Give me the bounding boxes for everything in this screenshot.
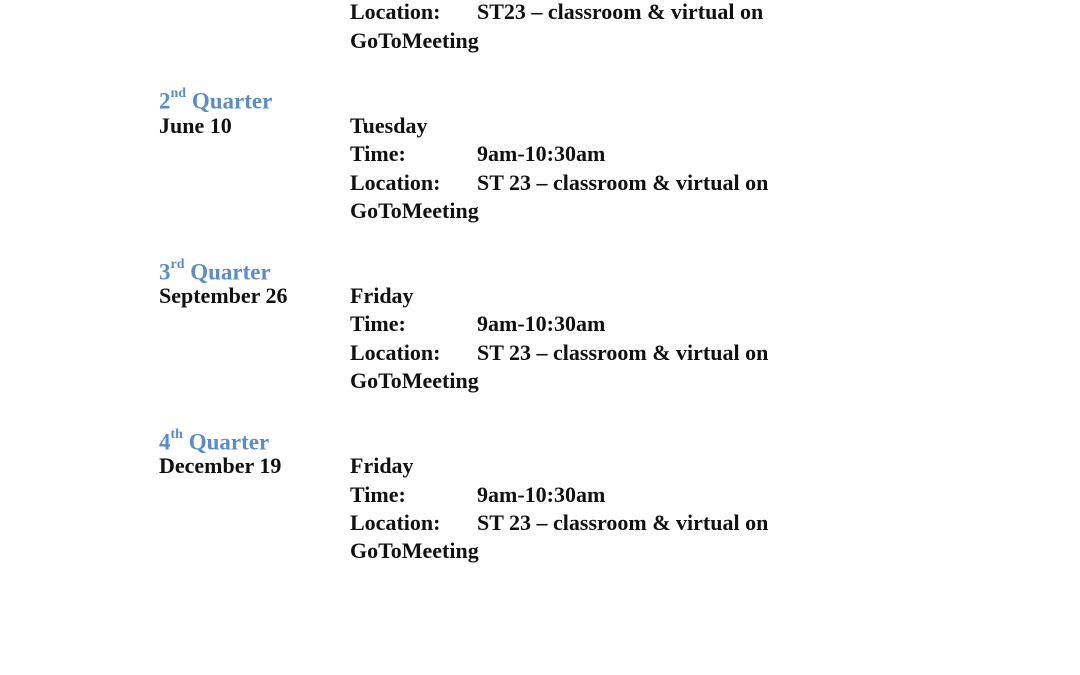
- quarter-3-location-value: ST 23 – classroom & virtual on: [477, 340, 769, 365]
- quarter-2-time-value: 9am-10:30am: [477, 141, 606, 166]
- quarter-4-location-value: ST 23 – classroom & virtual on: [477, 510, 769, 535]
- quarter-3-heading-suffix: rd: [170, 257, 185, 272]
- quarter-4-location-continuation: GoToMeeting: [350, 538, 479, 563]
- quarter-2-time-label: Time:: [350, 141, 406, 166]
- quarter-4-date: December 19: [159, 453, 282, 478]
- quarter-2-heading: [159, 83, 272, 116]
- quarter-3-time-value: 9am-10:30am: [477, 311, 606, 336]
- quarter-2-location-value: ST 23 – classroom & virtual on: [477, 170, 769, 195]
- quarter-4-heading-number: 4: [159, 429, 171, 455]
- quarter-3-day: Friday: [350, 283, 414, 308]
- quarter-3-location-label: Location:: [350, 340, 441, 365]
- quarter-4-heading-word: Quarter: [188, 429, 270, 455]
- intro-location-value: ST23 – classroom & virtual on: [477, 0, 764, 24]
- quarter-3-location-continuation: GoToMeeting: [350, 368, 479, 393]
- quarter-4-heading-suffix: th: [170, 427, 183, 442]
- quarter-2-day: Tuesday: [350, 113, 428, 138]
- quarter-3-date: September 26: [159, 283, 288, 308]
- intro-location-continuation: GoToMeeting: [350, 28, 479, 53]
- quarter-2-location-continuation: GoToMeeting: [350, 198, 479, 223]
- intro-location-label: Location:: [350, 0, 441, 24]
- quarter-3-heading-number: 3: [159, 259, 171, 285]
- quarter-3-time-label: Time:: [350, 311, 406, 336]
- quarter-2-date: June 10: [159, 113, 232, 138]
- quarter-2-location-label: Location:: [350, 170, 441, 195]
- quarter-4-time-value: 9am-10:30am: [477, 482, 606, 507]
- quarter-4-time-label: Time:: [350, 482, 406, 507]
- quarter-2-heading-word: Quarter: [191, 88, 273, 114]
- quarter-4-day: Friday: [350, 453, 414, 478]
- quarter-3-heading-word: Quarter: [190, 259, 271, 285]
- quarter-4-location-label: Location:: [350, 510, 441, 535]
- quarter-2-heading-suffix: nd: [170, 86, 187, 101]
- quarter-2-heading-number: 2: [159, 88, 171, 114]
